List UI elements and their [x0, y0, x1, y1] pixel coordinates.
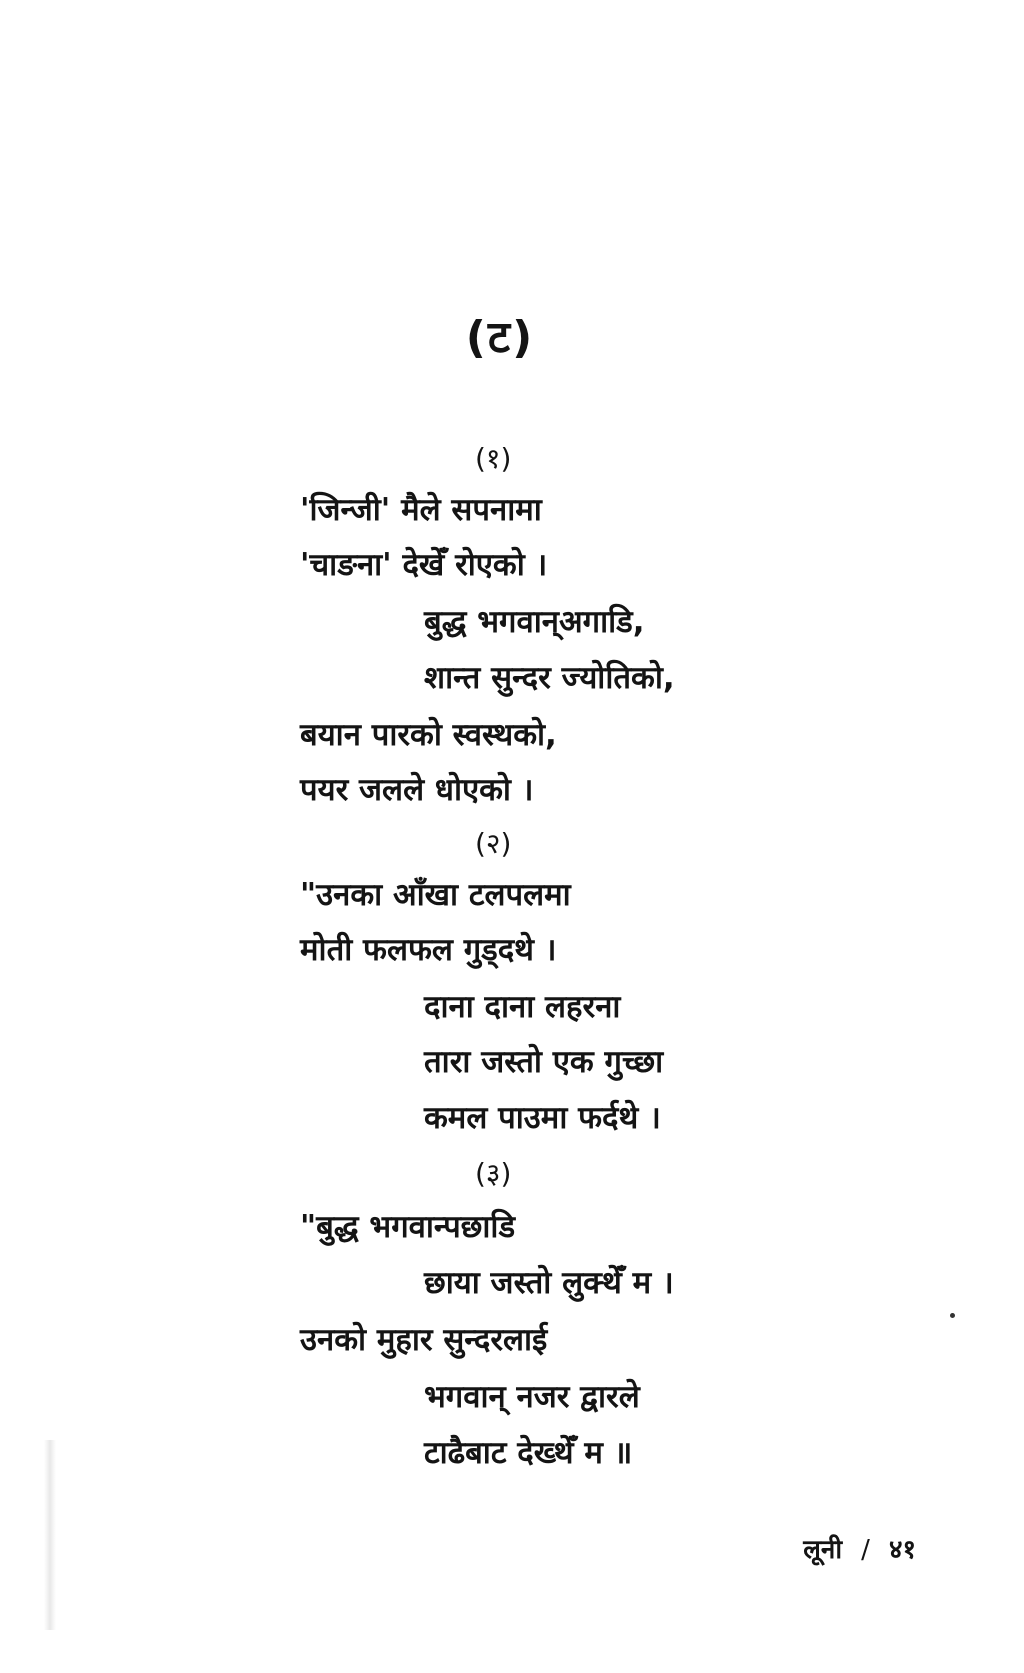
stanza-number-3: (३): [475, 1157, 512, 1190]
verse-line: टाढैबाट देख्थेँ म ॥: [424, 1435, 633, 1471]
verse-line: छाया जस्तो लुक्थेँ म ।: [424, 1265, 674, 1301]
verse-line: 'चाङना' देखेँ रोएको ।: [300, 547, 548, 583]
chapter-heading: (ट): [465, 312, 535, 363]
scan-speck: [950, 1313, 955, 1318]
verse-line: कमल पाउमा फर्दथे ।: [424, 1100, 661, 1136]
verse-line: बुद्ध भगवान्अगाडि,: [424, 604, 645, 640]
verse-line: दाना दाना लहरना: [424, 989, 621, 1025]
scan-edge-shadow: [44, 1440, 56, 1630]
stanza-number-1: (१): [475, 442, 512, 475]
page-footer: [803, 1530, 916, 1566]
verse-line: उनको मुहार सुन्दरलाई: [300, 1322, 548, 1358]
verse-line: 'जिन्जी' मैले सपनामा: [300, 492, 542, 528]
footer-page-number: ४१: [888, 1535, 916, 1565]
verse-line: पयर जलले धोएको ।: [300, 772, 534, 808]
verse-line: तारा जस्तो एक गुच्छा: [424, 1044, 664, 1080]
verse-line: शान्त सुन्दर ज्योतिको,: [424, 660, 675, 696]
verse-line: भगवान् नजर द्वारले: [424, 1379, 640, 1415]
verse-line: "उनका आँखा टलपलमा: [300, 877, 571, 913]
verse-line: बयान पारको स्वस्थको,: [300, 717, 557, 753]
stanza-number-2: (२): [475, 827, 512, 860]
verse-line: "बुद्ध भगवान्पछाडि: [300, 1209, 516, 1245]
verse-line: मोती फलफल गुड्दथे ।: [300, 932, 557, 968]
footer-separator: /: [861, 1535, 870, 1565]
footer-book-title: लूनी: [803, 1535, 843, 1565]
